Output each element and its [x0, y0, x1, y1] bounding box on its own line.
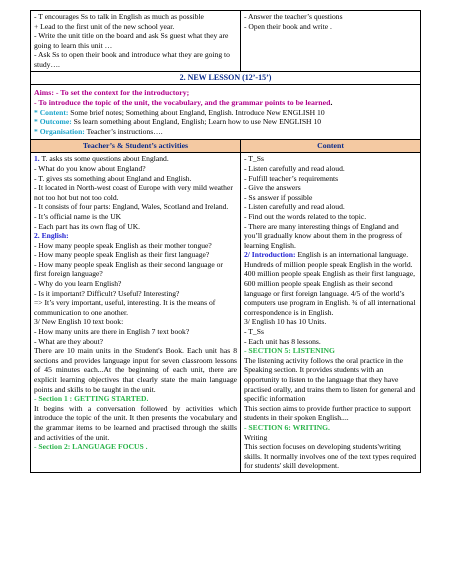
content-line: [244, 212, 417, 222]
content-line-text: - SECTION 5: LISTENING: [244, 346, 335, 356]
header-activities: Teacher’s & Student’s activities: [31, 140, 241, 153]
content-line-text: - T_Ss: [244, 154, 264, 164]
content-line-text: - Listen carefully and read aloud.: [244, 202, 345, 212]
intro-right-line: - Answer the teacher’s questions: [244, 12, 343, 21]
activity-line-text: 1.: [34, 154, 40, 164]
content-line-text: This section focuses on developing students'writing skills. It normally involves one of the text types required for students' skill development.: [244, 442, 417, 471]
intro-left-cell: [31, 11, 241, 72]
activity-line: [34, 202, 237, 212]
activity-line: [34, 212, 237, 222]
content-line-text: This section aims to provide further practice to support students in their spoken English....: [244, 403, 412, 423]
activity-line-text: - How many people speak English as their second language or first foreign language?: [34, 259, 223, 279]
activities-cell: [31, 153, 241, 473]
activity-line: [34, 337, 237, 347]
activity-line: [34, 241, 237, 251]
content-line: [244, 346, 417, 356]
outcome-text: Ss learn something about England, English; Learn how to use New ENGLISH 10: [71, 117, 322, 127]
content-line-text: Writing: [244, 432, 268, 442]
content-line-text: - Fulfill teacher’s requirements: [244, 173, 339, 183]
outcome-label: * Outcome:: [34, 117, 72, 127]
content-line: [244, 442, 417, 471]
activity-line-text: - Is it important? Difficult? Useful? Interesting?: [34, 288, 180, 298]
content-line-text: - Give the answers: [244, 183, 301, 193]
content-line-text: - T_Ss: [244, 327, 264, 337]
content-line: [244, 337, 417, 347]
content-label: * Content:: [34, 107, 69, 117]
new-lesson-title: 2. NEW LESSON (12’-15’): [31, 71, 421, 84]
content-line: [244, 193, 417, 203]
content-line: [244, 154, 417, 164]
activity-line-text: - Each part has its own flag of UK.: [34, 221, 141, 231]
content-text: Some brief notes; Something about England, English. Introduce New ENGLISH 10: [68, 107, 325, 117]
content-line-text: 2/ Introduction:: [244, 250, 296, 260]
intro-right-cell: [241, 11, 421, 72]
activity-line: [34, 442, 237, 452]
activity-line-text: - Why do you learn English?: [34, 279, 122, 289]
content-line-text: - SECTION 6: WRITING.: [244, 422, 330, 432]
activity-line-rest: T. asks sts some questions about England.: [39, 154, 169, 164]
content-line-text: - Each unit has 8 lessons.: [244, 336, 321, 346]
activity-line: [34, 250, 237, 260]
content-line-text: - There are many interesting things of England and you’ll gradually know about them in the progress of learning English.: [244, 221, 403, 250]
content-line: [244, 250, 417, 317]
content-line-text: The listening activity follows the oral practice in the Speaking section. It provides students with an opportunity to listen to the language that they have practised orally, and trains them to listen for general and specific information: [244, 355, 416, 404]
activity-line-text: There are 10 main units in the Student's Book. Each unit has 8 sections and provides language input for seven classroom lessons of 45 minutes each...At the beginning of each unit, there are explicit learning objectives that clearly state the main language points and skills to be taught in the unit.: [34, 346, 237, 394]
activity-line-text: It begins with a conversation followed by activities which introduce the topic of the unit. It then presents the vocabulary and the grammar items to be learned and practised through the skills and activities of the unit.: [34, 403, 237, 442]
aims-line2: [34, 98, 417, 108]
activity-line-text: - It located in North-west coast of Europe with very mild weather not too hot but not too cold.: [34, 183, 233, 202]
activity-line-text: - It’s official name is the UK: [34, 211, 122, 221]
activity-line: [34, 183, 237, 202]
activity-line: [34, 279, 237, 289]
lesson-plan-document: [30, 10, 420, 473]
content-line-text: - Ss answer if possible: [244, 192, 313, 202]
aims-outcome: [34, 117, 417, 127]
activity-line-text: - How many people speak English as their first language?: [34, 250, 210, 260]
aims-line2-end: .: [330, 97, 333, 107]
activity-line-text: - Section 2: LANGUAGE FOCUS .: [34, 442, 148, 452]
intro-left-line: - Ask Ss to open their book and introduce what they are going to study….: [34, 50, 230, 69]
activity-line-text: => It’s very important, useful, interesting. It is the means of communication to one another.: [34, 298, 216, 317]
activity-line-text: 2. English:: [34, 231, 69, 241]
content-cell: [241, 153, 421, 473]
activity-line: [34, 346, 237, 394]
content-line: [244, 356, 417, 404]
organisation-label: * Organisation:: [34, 126, 85, 136]
activity-line: [34, 164, 237, 174]
content-line: [244, 327, 417, 337]
header-content: Content: [241, 140, 421, 153]
activity-line: [34, 289, 237, 299]
activity-line-text: - T. gives sts something about England and English.: [34, 173, 192, 183]
content-line-text: 3/ English 10 has 10 Units.: [244, 317, 327, 327]
intro-left-line: - T encourages Ss to talk in English as much as possible: [34, 12, 204, 21]
content-line: [244, 317, 417, 327]
activity-line: [34, 394, 237, 404]
activity-line-text: - How many people speak English as their mother tongue?: [34, 240, 212, 250]
content-line: [244, 164, 417, 174]
intro-left-line: + Lead to the first unit of the new school year.: [34, 21, 175, 31]
activity-line: [34, 298, 237, 317]
activity-line-text: - Section 1 : GETTING STARTED.: [34, 394, 149, 404]
content-line: [244, 433, 417, 443]
aims-organisation: [34, 127, 417, 137]
intro-right-line: - Open their book and write .: [244, 21, 332, 31]
content-line-rest: English is an international language. Hundreds of million people speak English in the world. 400 million people speak English as their first language, 600 million people speak English as their second language or first foreign language. 4/5 of the world’s computers use program in English. ¾ of all international correspondence is in English.: [244, 250, 416, 317]
content-line: [244, 174, 417, 184]
content-line: [244, 404, 417, 423]
aims-block: [31, 84, 421, 140]
activity-line-text: 3/ New English 10 text book:: [34, 317, 124, 327]
activity-line: [34, 222, 237, 232]
aims-line2-text: - To introduce the topic of the unit, the vocabulary, and the grammar points to be learned: [34, 97, 331, 107]
activity-line-text: - It consists of four parts: England, Wales, Scotland and Ireland.: [34, 202, 229, 212]
activity-line-text: - How many units are there in English 7 text book?: [34, 327, 190, 337]
content-line-text: - Find out the words related to the topic.: [244, 211, 367, 221]
content-line: [244, 202, 417, 212]
intro-row: [31, 11, 421, 72]
content-line: [244, 423, 417, 433]
aims-content: [34, 108, 417, 118]
organisation-text: Teacher’s instructions….: [84, 126, 163, 136]
content-line: [244, 222, 417, 251]
activity-line: [34, 174, 237, 184]
top-table: [30, 10, 421, 473]
aims-title: Aims: - To set the context for the introductory;: [34, 87, 190, 97]
intro-left-line: - Write the unit title on the board and ask Ss guest what they are going to learn this unit …: [34, 31, 229, 50]
activity-line: [34, 404, 237, 442]
activity-line-text: - What do you know about England?: [34, 163, 146, 173]
content-line-text: - Listen carefully and read aloud.: [244, 163, 345, 173]
activity-line: [34, 327, 237, 337]
activity-line: [34, 154, 237, 164]
content-line: [244, 183, 417, 193]
activity-line: [34, 317, 237, 327]
activity-line: [34, 231, 237, 241]
main-row: [31, 153, 421, 473]
activity-line: [34, 260, 237, 279]
activity-line-text: - What are they about?: [34, 336, 104, 346]
